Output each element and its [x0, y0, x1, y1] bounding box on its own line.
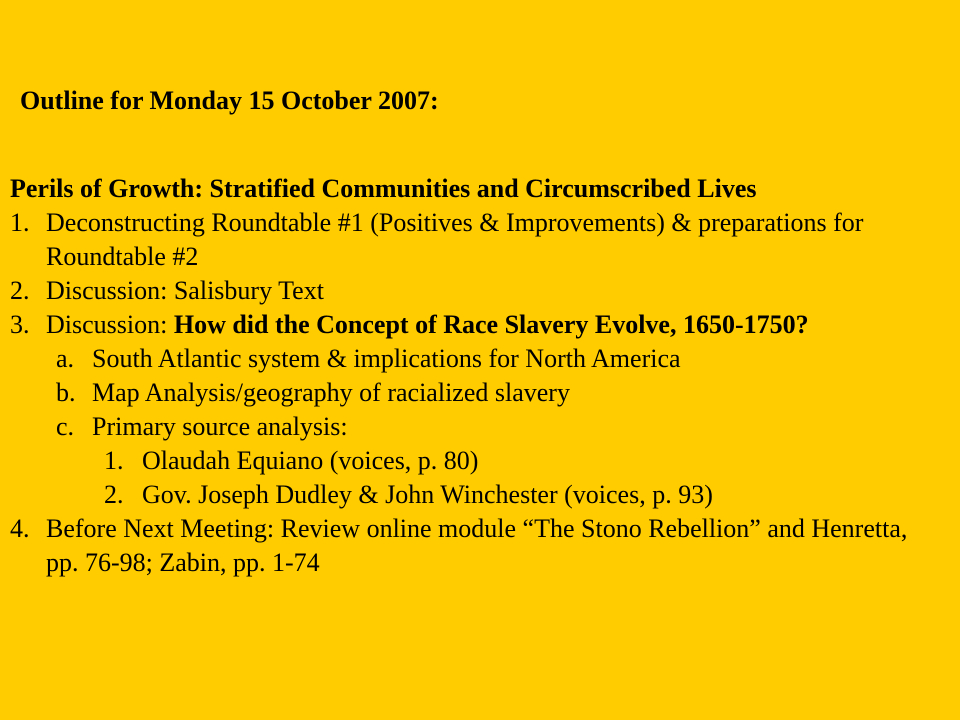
outline-item-2: [10, 274, 940, 308]
item-text: Discussion: Salisbury Text: [46, 276, 324, 305]
outline-subsubitem-3c1: [10, 444, 940, 478]
subitem-text: Map Analysis/geography of racialized slavery: [92, 378, 570, 407]
item-text: [46, 308, 940, 342]
outline-subsubitem-3c2: [10, 478, 940, 512]
subitem-letter: b.: [56, 378, 76, 407]
subsubitem-text: Gov. Joseph Dudley & John Winchester (voices, p. 93): [142, 480, 713, 509]
outline-subitem-3c: [10, 410, 940, 444]
item-number: 4.: [10, 514, 30, 543]
outline-subitem-3a: [10, 342, 940, 376]
outline-item-1: [10, 206, 940, 274]
item-text: Deconstructing Roundtable #1 (Positives & Improvements) & preparations for Roundtable #2: [46, 208, 864, 271]
subsubitem-text: Olaudah Equiano (voices, p. 80): [142, 446, 479, 475]
item-text-bold: How did the Concept of Race Slavery Evolve, 1650-1750?: [173, 310, 809, 339]
subitem-text: South Atlantic system & implications for North America: [92, 344, 681, 373]
outline-content: [10, 172, 940, 580]
item-number: 3.: [10, 310, 30, 339]
outline-item-3: [10, 308, 940, 342]
item-number: 1.: [10, 208, 30, 237]
outline-subitem-3b: [10, 376, 940, 410]
subsubitem-number: 1.: [104, 446, 124, 475]
subsubitem-number: 2.: [104, 480, 124, 509]
subitem-text: Primary source analysis:: [92, 412, 348, 441]
outline-item-4: [10, 512, 940, 580]
subitem-letter: c.: [56, 412, 75, 441]
outline-subtitle: Perils of Growth: Stratified Communities and Circumscribed Lives: [10, 174, 757, 203]
item-text: Before Next Meeting: Review online module “The Stono Rebellion” and Henretta, pp. 76-98; Zabin, pp. 1-74: [46, 514, 908, 577]
item-number: 2.: [10, 276, 30, 305]
outline-title: Outline for Monday 15 October 2007:: [20, 86, 439, 115]
item-text-prefix: Discussion:: [46, 310, 174, 339]
subitem-letter: a.: [56, 344, 75, 373]
